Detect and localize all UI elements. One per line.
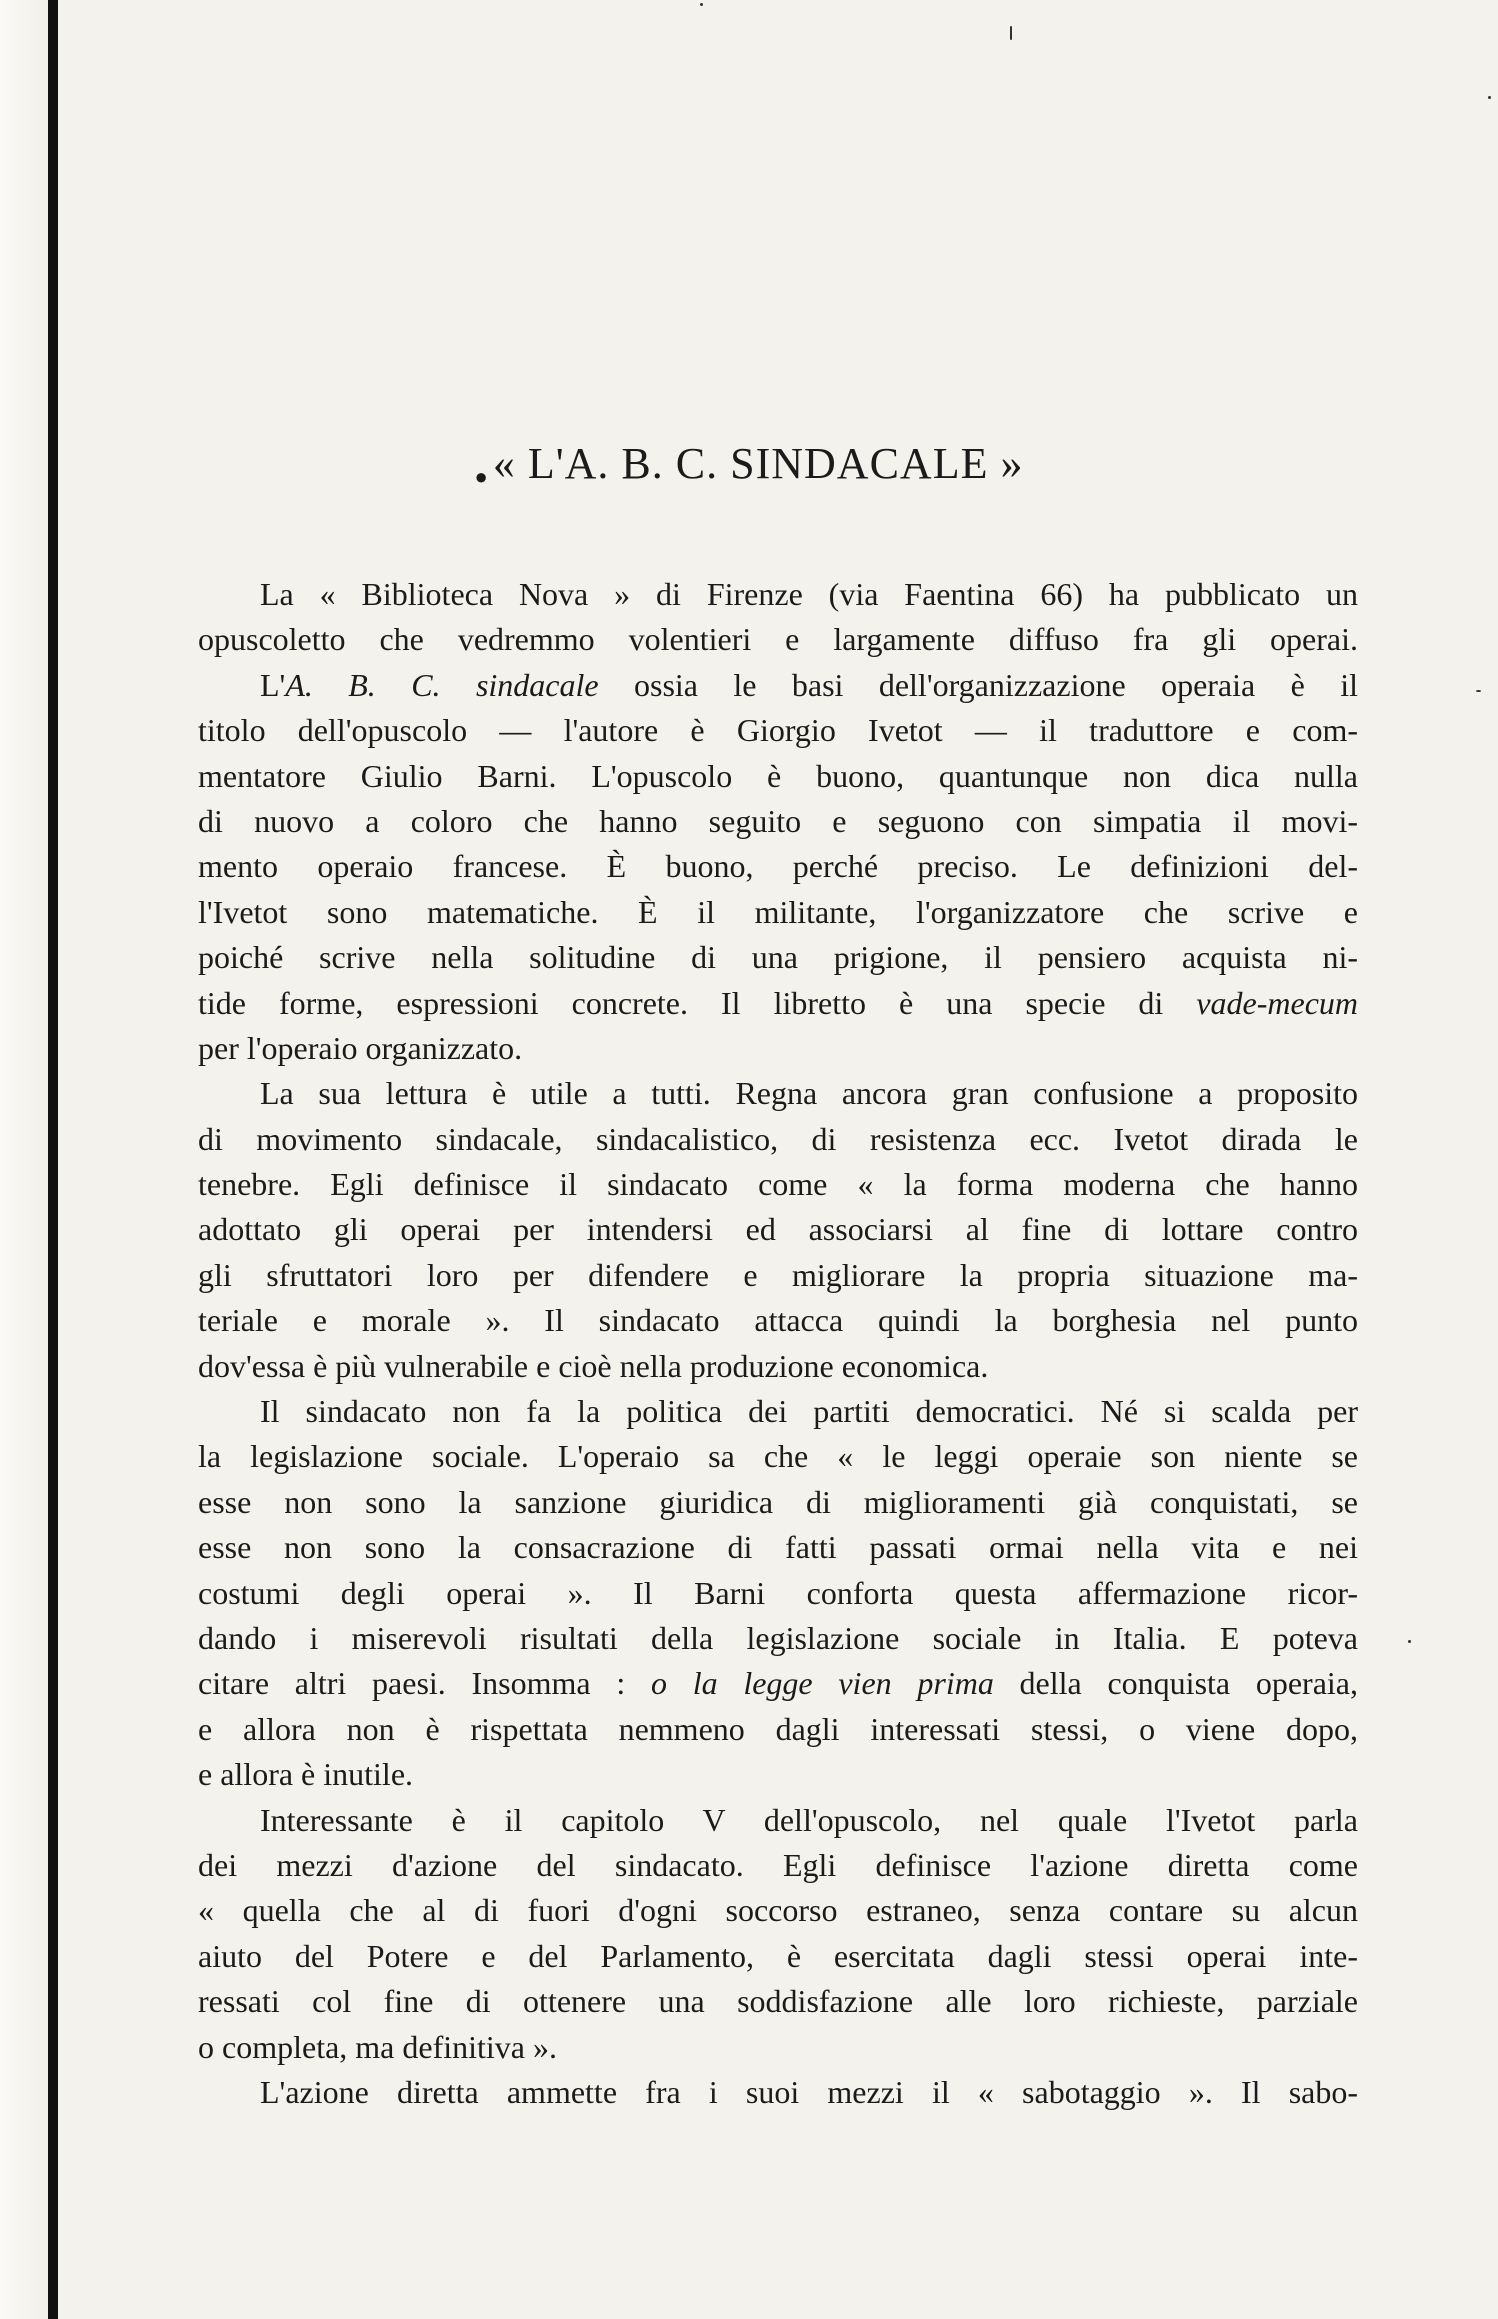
scan-speck	[1488, 96, 1491, 99]
scan-speck	[1476, 690, 1481, 692]
page-title	[0, 438, 1498, 490]
article-body	[198, 572, 1358, 2115]
text-line: gli sfruttatori loro per difendere e migliorare la propria situazione ma-	[198, 1256, 1358, 1293]
text-line: costumi degli operai ». Il Barni conforta questa affermazione ricor-	[198, 1574, 1358, 1611]
text-line: di movimento sindacale, sindacalistico, di resistenza ecc. Ivetot dirada le	[198, 1120, 1358, 1157]
text-line: esse non sono la consacrazione di fatti passati ormai nella vita e nei	[198, 1529, 1358, 1566]
text-segment: tide forme, espressioni concrete. Il libretto è una specie di	[198, 984, 1197, 1021]
scan-speck	[700, 3, 703, 6]
text-segment: ossia le basi dell'organizzazione operaia è il	[598, 666, 1359, 703]
text-line: aiuto del Potere e del Parlamento, è esercitata dagli stessi operai inte-	[198, 1937, 1358, 1974]
text-line: Interessante è il capitolo V dell'opuscolo, nel quale l'Ivetot parla	[260, 1801, 1358, 1838]
text-segment: L'	[260, 666, 286, 703]
text-line: esse non sono la sanzione giuridica di miglioramenti già conquistati, se	[198, 1483, 1358, 1520]
page-title-text: « L'A. B. C. SINDACALE »	[492, 439, 1024, 488]
scan-speck	[1408, 1640, 1411, 1643]
text-line: tenebre. Egli definisce il sindacato come « la forma moderna che hanno	[198, 1166, 1358, 1203]
text-line: o completa, ma definitiva ».	[198, 2028, 557, 2065]
text-line: L'azione diretta ammette fra i suoi mezzi il « sabotaggio ». Il sabo-	[260, 2073, 1358, 2110]
text-line: La sua lettura è utile a tutti. Regna ancora gran confusione a proposito	[260, 1075, 1358, 1112]
text-line	[198, 981, 1358, 1026]
text-line: opuscoletto che vedremmo volentieri e largamente diffuso fra gli operai.	[198, 621, 1358, 658]
italic-title: A. B. C. sindacale	[285, 666, 599, 703]
text-line: di nuovo a coloro che hanno seguito e seguono con simpatia il movi-	[198, 802, 1358, 839]
text-line	[198, 663, 1358, 708]
text-line: la legislazione sociale. L'operaio sa che « le leggi operaie son niente se	[198, 1438, 1358, 1475]
text-line	[198, 1661, 1358, 1706]
binding-shadow-bar	[48, 0, 58, 2319]
text-line: adottato gli operai per intendersi ed associarsi al fine di lottare contro	[198, 1211, 1358, 1248]
italic-title: o la legge vien prima	[650, 1665, 994, 1702]
text-line: dando i miserevoli risultati della legislazione sociale in Italia. E poteva	[198, 1619, 1358, 1656]
text-line: dei mezzi d'azione del sindacato. Egli definisce l'azione diretta come	[198, 1846, 1358, 1883]
text-line: titolo dell'opuscolo — l'autore è Giorgio Ivetot — il traduttore e com-	[198, 712, 1358, 749]
text-segment: citare altri paesi. Insomma :	[198, 1665, 651, 1702]
text-line: poiché scrive nella solitudine di una prigione, il pensiero acquista ni-	[198, 939, 1358, 976]
text-line: mento operaio francese. È buono, perché preciso. Le definizioni del-	[198, 848, 1358, 885]
text-line: e allora non è rispettata nemmeno dagli interessati stessi, o viene dopo,	[198, 1710, 1358, 1747]
text-line: per l'operaio organizzato.	[198, 1029, 523, 1066]
text-line: ressati col fine di ottenere una soddisfazione alle loro richieste, parziale	[198, 1983, 1358, 2020]
text-line: « quella che al di fuori d'ogni soccorso estraneo, senza contare su alcun	[198, 1892, 1358, 1929]
text-line: La « Biblioteca Nova » di Firenze (via Faentina 66) ha pubblicato un	[260, 576, 1358, 612]
scan-speck	[1010, 26, 1012, 40]
italic-title: vade-mecum	[1196, 984, 1358, 1021]
text-line: teriale e morale ». Il sindacato attacca quindi la borghesia nel punto	[198, 1302, 1358, 1339]
text-line: dov'essa è più vulnerabile e cioè nella produzione economica.	[198, 1347, 989, 1384]
text-line: Il sindacato non fa la politica dei partiti democratici. Né si scalda per	[260, 1393, 1358, 1430]
text-line: l'Ivetot sono matematiche. È il militante, l'organizzatore che scrive e	[198, 893, 1358, 930]
page-binding-edge	[0, 0, 48, 2319]
text-segment: della conquista operaia,	[993, 1665, 1359, 1702]
text-line: mentatore Giulio Barni. L'opuscolo è buono, quantunque non dica nulla	[198, 757, 1358, 794]
text-line: e allora è inutile.	[198, 1756, 414, 1793]
title-bullet-mark: ●	[474, 464, 489, 489]
